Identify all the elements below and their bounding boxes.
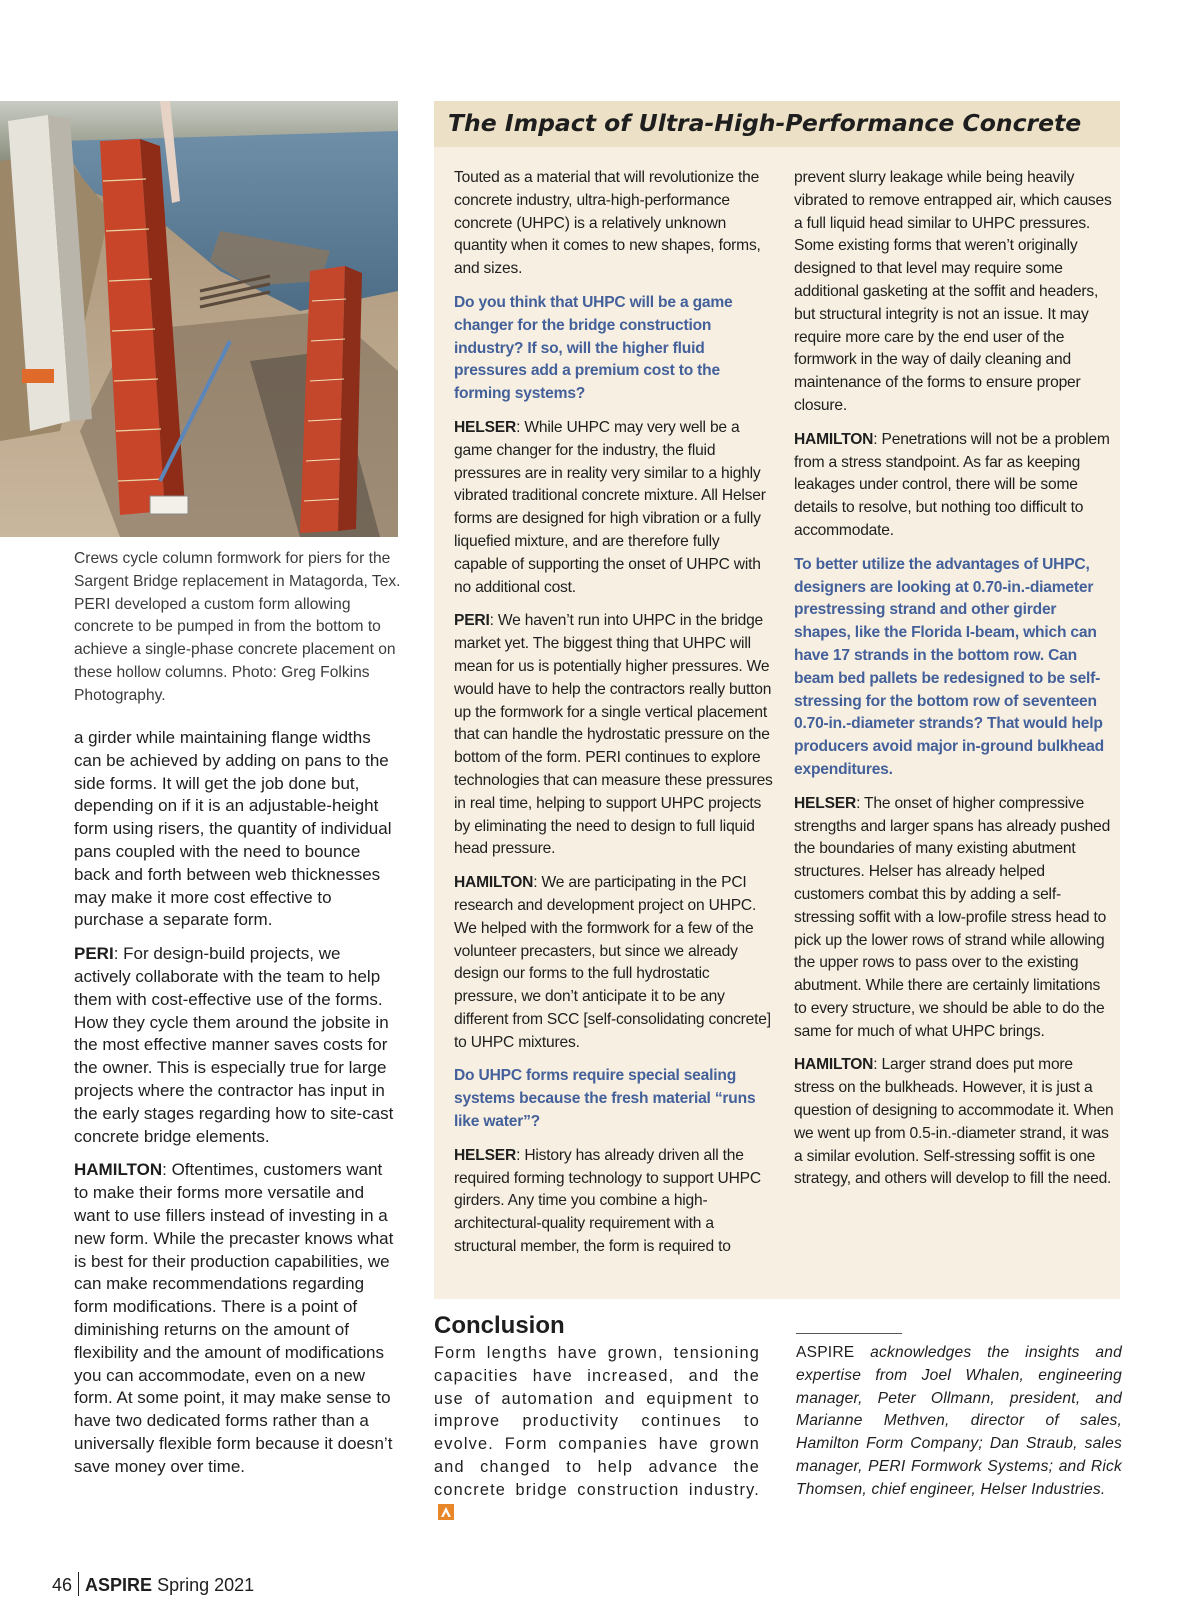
page-number: 46 (52, 1575, 73, 1595)
paragraph (74, 1159, 396, 1478)
speaker-text: : Larger strand does put more stress on the bulkheads. However, it is just a question of designing to accommodate it. When we went up from 0.5-in.-diameter strand, it was a similar evolution. Self-stressing soffit is one strategy, and others will develop to fill the need. (794, 1056, 1114, 1188)
bridge-photo (0, 101, 398, 537)
interview-question: Do UHPC forms require special sealing systems because the fresh material “runs like water”? (454, 1067, 756, 1131)
uhpc-sidebar (434, 101, 1120, 1299)
divider (78, 1572, 79, 1596)
speaker-text: : We are participating in the PCI research and development project on UHPC. We helped with the formwork for a few of the volunteer precasters, but since we already design our forms to the full hydrostatic pressure, we don’t anticipate it to be any different from SCC [self-consolidating concrete] to UHPC mixtures. (454, 874, 771, 1051)
conclusion-section (434, 1312, 760, 1524)
speaker-name: HELSER (454, 418, 517, 436)
photo-illustration (0, 101, 398, 537)
interview-question: Do you think that UHPC will be a game changer for the bridge construction industry? If so, will the higher fluid pressures add a premium cost to the forming systems? (454, 293, 733, 403)
speaker-name: HAMILTON (74, 1160, 163, 1180)
sidebar-header (434, 101, 1120, 147)
sidebar-column-1 (454, 167, 774, 1270)
paragraph (794, 1054, 1114, 1191)
speaker-text: : Oftentimes, customers want to make their forms more versatile and want to use fillers instead of investing in a new form. While the precaster knows what is best for their production capabilities, we can make recommendations regarding form modifications. There is a point of diminishing returns on the amount of flexibility and the amount of modifications you can accommodate, even on a new form. At some point, it may make sense to have two dedicated forms rather than a universally flexible form because it doesn’t save money over time. (74, 1160, 394, 1476)
paragraph (454, 872, 774, 1054)
speaker-text: : For design-build projects, we actively collaborate with the team to help them with cost-effective use of the forms. How they cycle them around the jobsite in the most effective manner saves costs for the owner. This is especially true for large projects where the contractor has input in the early stages regarding how to site-cast concrete bridge elements. (74, 944, 394, 1146)
speaker-name: HAMILTON (794, 430, 874, 448)
paragraph: a girder while maintaining flange widths can be achieved by adding on pans to the side forms. It will get the job done but, depending on if it is an adjustable-height form using risers, the quantity of individual pans coupled with the need to bounce back and forth between web thicknesses may make it more cost effective to purchase a separate form. (74, 728, 392, 930)
speaker-name: HELSER (454, 1146, 517, 1164)
acknowledgment-text: acknowledges the insights and expertise from Joel Whalen, engineering manager, Peter Ollmann, president, and Marianne Methven, director of sales, Hamilton Form Company; Dan Straub, sales manager, PERI Formwork Systems; and Rick Thomsen, chief engineer, Helser Industries. (796, 1344, 1122, 1498)
speaker-name: PERI (74, 944, 114, 964)
conclusion-text: Form lengths have grown, tensioning capacities have increased, and the use of automation and equipment to improve productivity continues to evolve. Form companies have grown and changed to help advance the concrete bridge construction industry. (434, 1344, 760, 1499)
paragraph (434, 1342, 760, 1524)
speaker-name: HELSER (794, 794, 857, 812)
section-heading: Conclusion (434, 1312, 565, 1339)
paragraph: prevent slurry leakage while being heavily vibrated to remove entrapped air, which causes a full liquid head similar to UHPC pressures. Some existing forms that weren’t originally designed to that level may require some additional gasketing at the soffit and headers, but structural integrity is not an issue. It may require more care by the end user of the formwork in the way of daily cleaning and maintenance of the forms to ensure proper closure. (794, 169, 1112, 414)
magazine-name: ASPIRE (85, 1575, 153, 1595)
speaker-text: : We haven’t run into UHPC in the bridge market yet. The biggest thing that UHPC will mean for us is potentially higher pressures. We would have to help the contractors really button up the formwork for a single vertical placement that can handle the hydrostatic pressure on the bottom of the form. PERI continues to explore technologies that can measure these pressures in real time, helping to support UHPC projects by eliminating the need to design to full liquid head pressure. (454, 612, 773, 858)
aspire-logo-icon (438, 1504, 454, 1520)
sidebar-column-2 (794, 167, 1114, 1202)
paragraph (794, 429, 1114, 543)
speaker-text: : Penetrations will not be a problem from a stress standpoint. As far as keeping leakages under control, there will be some details to resolve, but nothing too difficult to accommodate. (794, 430, 1110, 539)
brand-name: ASPIRE (796, 1344, 855, 1361)
divider (796, 1333, 902, 1334)
speaker-text: : History has already driven all the required forming technology to support UHPC girders. Any time you combine a high-architectural-quality requirement with a structural member, the form is required to (454, 1146, 761, 1256)
speaker-name: PERI (454, 612, 490, 630)
paragraph (454, 1145, 774, 1259)
speaker-name: HAMILTON (454, 874, 534, 892)
speaker-text: : The onset of higher compressive strengths and larger spans has already pushed the boundaries of many existing abutment structures. Helser has already helped customers combat this by adding a self-stressing soffit with a low-profile stress head to pick up the lower rows of strand while allowing the upper rows to pass over to the existing abutment. While there are certainly limitations to every structure, we should be able to do the same for much of what UHPC brings. (794, 794, 1111, 1040)
photo-caption: Crews cycle column formwork for piers for the Sargent Bridge replacement in Matagorda, Tex. PERI developed a custom form allowing concrete to be pumped in from the bottom to achieve a single-phase concrete placement on these hollow columns. Photo: Greg Folkins Photography. (74, 550, 401, 704)
left-column (74, 727, 396, 1490)
paragraph (454, 610, 774, 861)
paragraph (794, 793, 1114, 1044)
paragraph (454, 417, 774, 599)
acknowledgment (796, 1342, 1122, 1502)
page-footer (52, 1572, 254, 1596)
speaker-name: HAMILTON (794, 1056, 874, 1074)
speaker-text: : While UHPC may very well be a game changer for the industry, the fluid pressures are in reality very similar to a highly vibrated traditional concrete mixture. All Helser forms are designed for high vibration or a fully liquefied mixture, and are therefore fully capable of supporting the onset of UHPC with no additional cost. (454, 418, 766, 596)
interview-question: To better utilize the advantages of UHPC, designers are looking at 0.70-in.-diameter prestressing strand and other girder shapes, like the Florida I-beam, which can have 17 strands in the bottom row. Can beam bed pallets be redesigned to be self-stressing for the bottom row of seventeen 0.70-in.-diameter strands? That would help producers avoid major in-ground bulkhead expenditures. (794, 555, 1104, 778)
sidebar-title: The Impact of Ultra-High-Performance Concrete (448, 109, 1082, 137)
paragraph (74, 943, 396, 1148)
issue-label: Spring 2021 (157, 1575, 255, 1595)
paragraph: Touted as a material that will revolutionize the concrete industry, ultra-high-performance concrete (UHPC) is a relatively unknown quantity when it comes to new shapes, forms, and sizes. (454, 169, 761, 278)
